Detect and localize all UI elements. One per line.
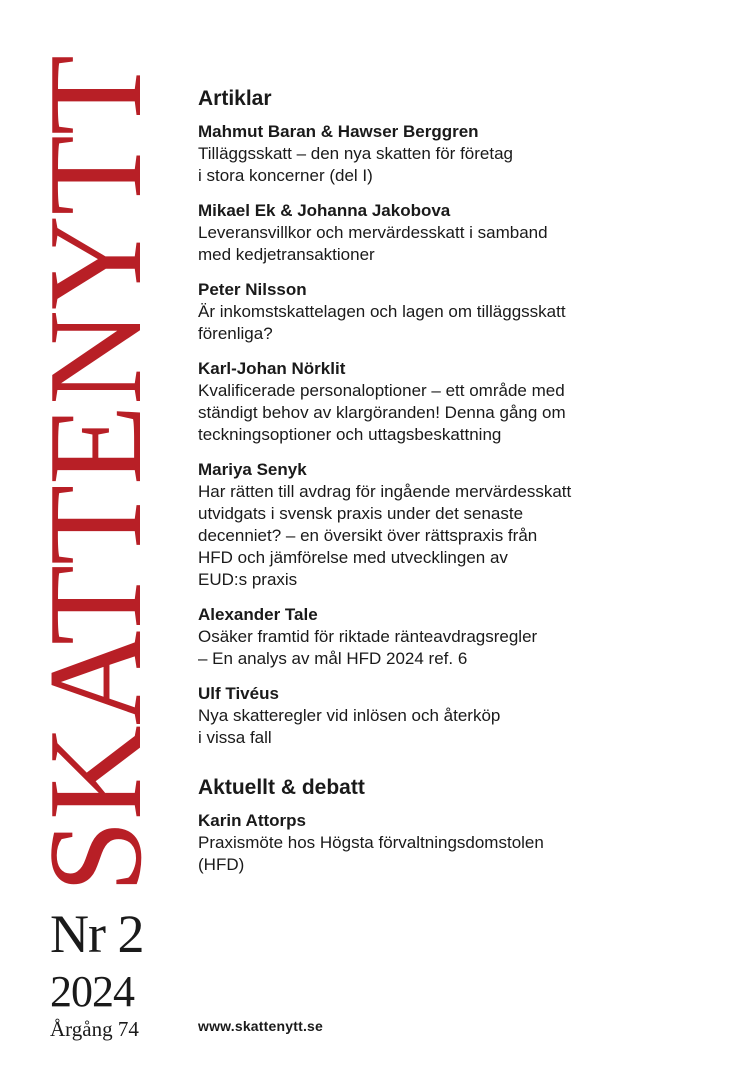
- article-author: Karl-Johan Nörklit: [198, 359, 346, 378]
- website-link[interactable]: www.skattenytt.se: [198, 1018, 324, 1034]
- article-title-line: Kvalificerade personaloptioner – ett område med: [198, 381, 565, 400]
- masthead-logo: [21, 36, 169, 893]
- article-entry: [198, 682, 718, 749]
- article-title-line: utvidgats i svensk praxis under det senaste: [198, 504, 524, 523]
- issue-number: Nr 2: [50, 904, 144, 964]
- article-title-line: i stora koncerner (del I): [198, 166, 373, 185]
- table-of-contents: [198, 86, 718, 888]
- article-title-line: Har rätten till avdrag för ingående mervärdesskatt: [198, 482, 572, 501]
- article-author: Mahmut Baran & Hawser Berggren: [198, 122, 479, 141]
- article-entry: [198, 357, 718, 446]
- article-title-line: (HFD): [198, 855, 245, 874]
- article-title-line: Leveransvillkor och mervärdesskatt i samband: [198, 223, 548, 242]
- section-heading: Artiklar: [198, 87, 272, 110]
- article-title-line: Nya skatteregler vid inlösen och återköp: [198, 706, 501, 725]
- article-entry: [198, 603, 718, 670]
- article-entry: [198, 458, 718, 591]
- article-title-line: Är inkomstskattelagen och lagen om tilläggsskatt: [198, 302, 566, 321]
- article-title-line: teckningsoptioner och uttagsbeskattning: [198, 425, 502, 444]
- masthead-title: SKATTENYTT: [21, 36, 169, 893]
- article-title-line: EUD:s praxis: [198, 570, 298, 589]
- article-title-line: – En analys av mål HFD 2024 ref. 6: [198, 649, 468, 668]
- article-author: Alexander Tale: [198, 605, 318, 624]
- article-entry: [198, 120, 718, 187]
- article-title-line: decenniet? – en översikt över rättspraxis från: [198, 526, 538, 545]
- article-entry: [198, 278, 718, 345]
- article-title-line: med kedjetransaktioner: [198, 245, 375, 264]
- masthead: [21, 36, 169, 893]
- article-title-line: HFD och jämförelse med utvecklingen av: [198, 548, 508, 567]
- volume-line: Årgång 74: [50, 1017, 139, 1041]
- article-entry: [198, 199, 718, 266]
- section-gap: [198, 761, 718, 775]
- issue-year: 2024: [50, 967, 134, 1016]
- article-title-line: i vissa fall: [198, 728, 272, 747]
- issue-block: [50, 905, 160, 1041]
- article-title-line: ständigt behov av klargöranden! Denna gång om: [198, 403, 566, 422]
- article-title-line: Tilläggsskatt – den nya skatten för företag: [198, 144, 513, 163]
- article-author: Ulf Tivéus: [198, 684, 279, 703]
- article-title-line: Praxismöte hos Högsta förvaltningsdomstolen: [198, 833, 544, 852]
- article-entry: [198, 809, 718, 876]
- article-author: Peter Nilsson: [198, 280, 307, 299]
- article-author: Karin Attorps: [198, 811, 306, 830]
- article-author: Mikael Ek & Johanna Jakobova: [198, 201, 451, 220]
- article-author: Mariya Senyk: [198, 460, 307, 479]
- article-title-line: förenliga?: [198, 324, 273, 343]
- section-heading: Aktuellt & debatt: [198, 776, 365, 799]
- article-title-line: Osäker framtid för riktade ränteavdragsregler: [198, 627, 538, 646]
